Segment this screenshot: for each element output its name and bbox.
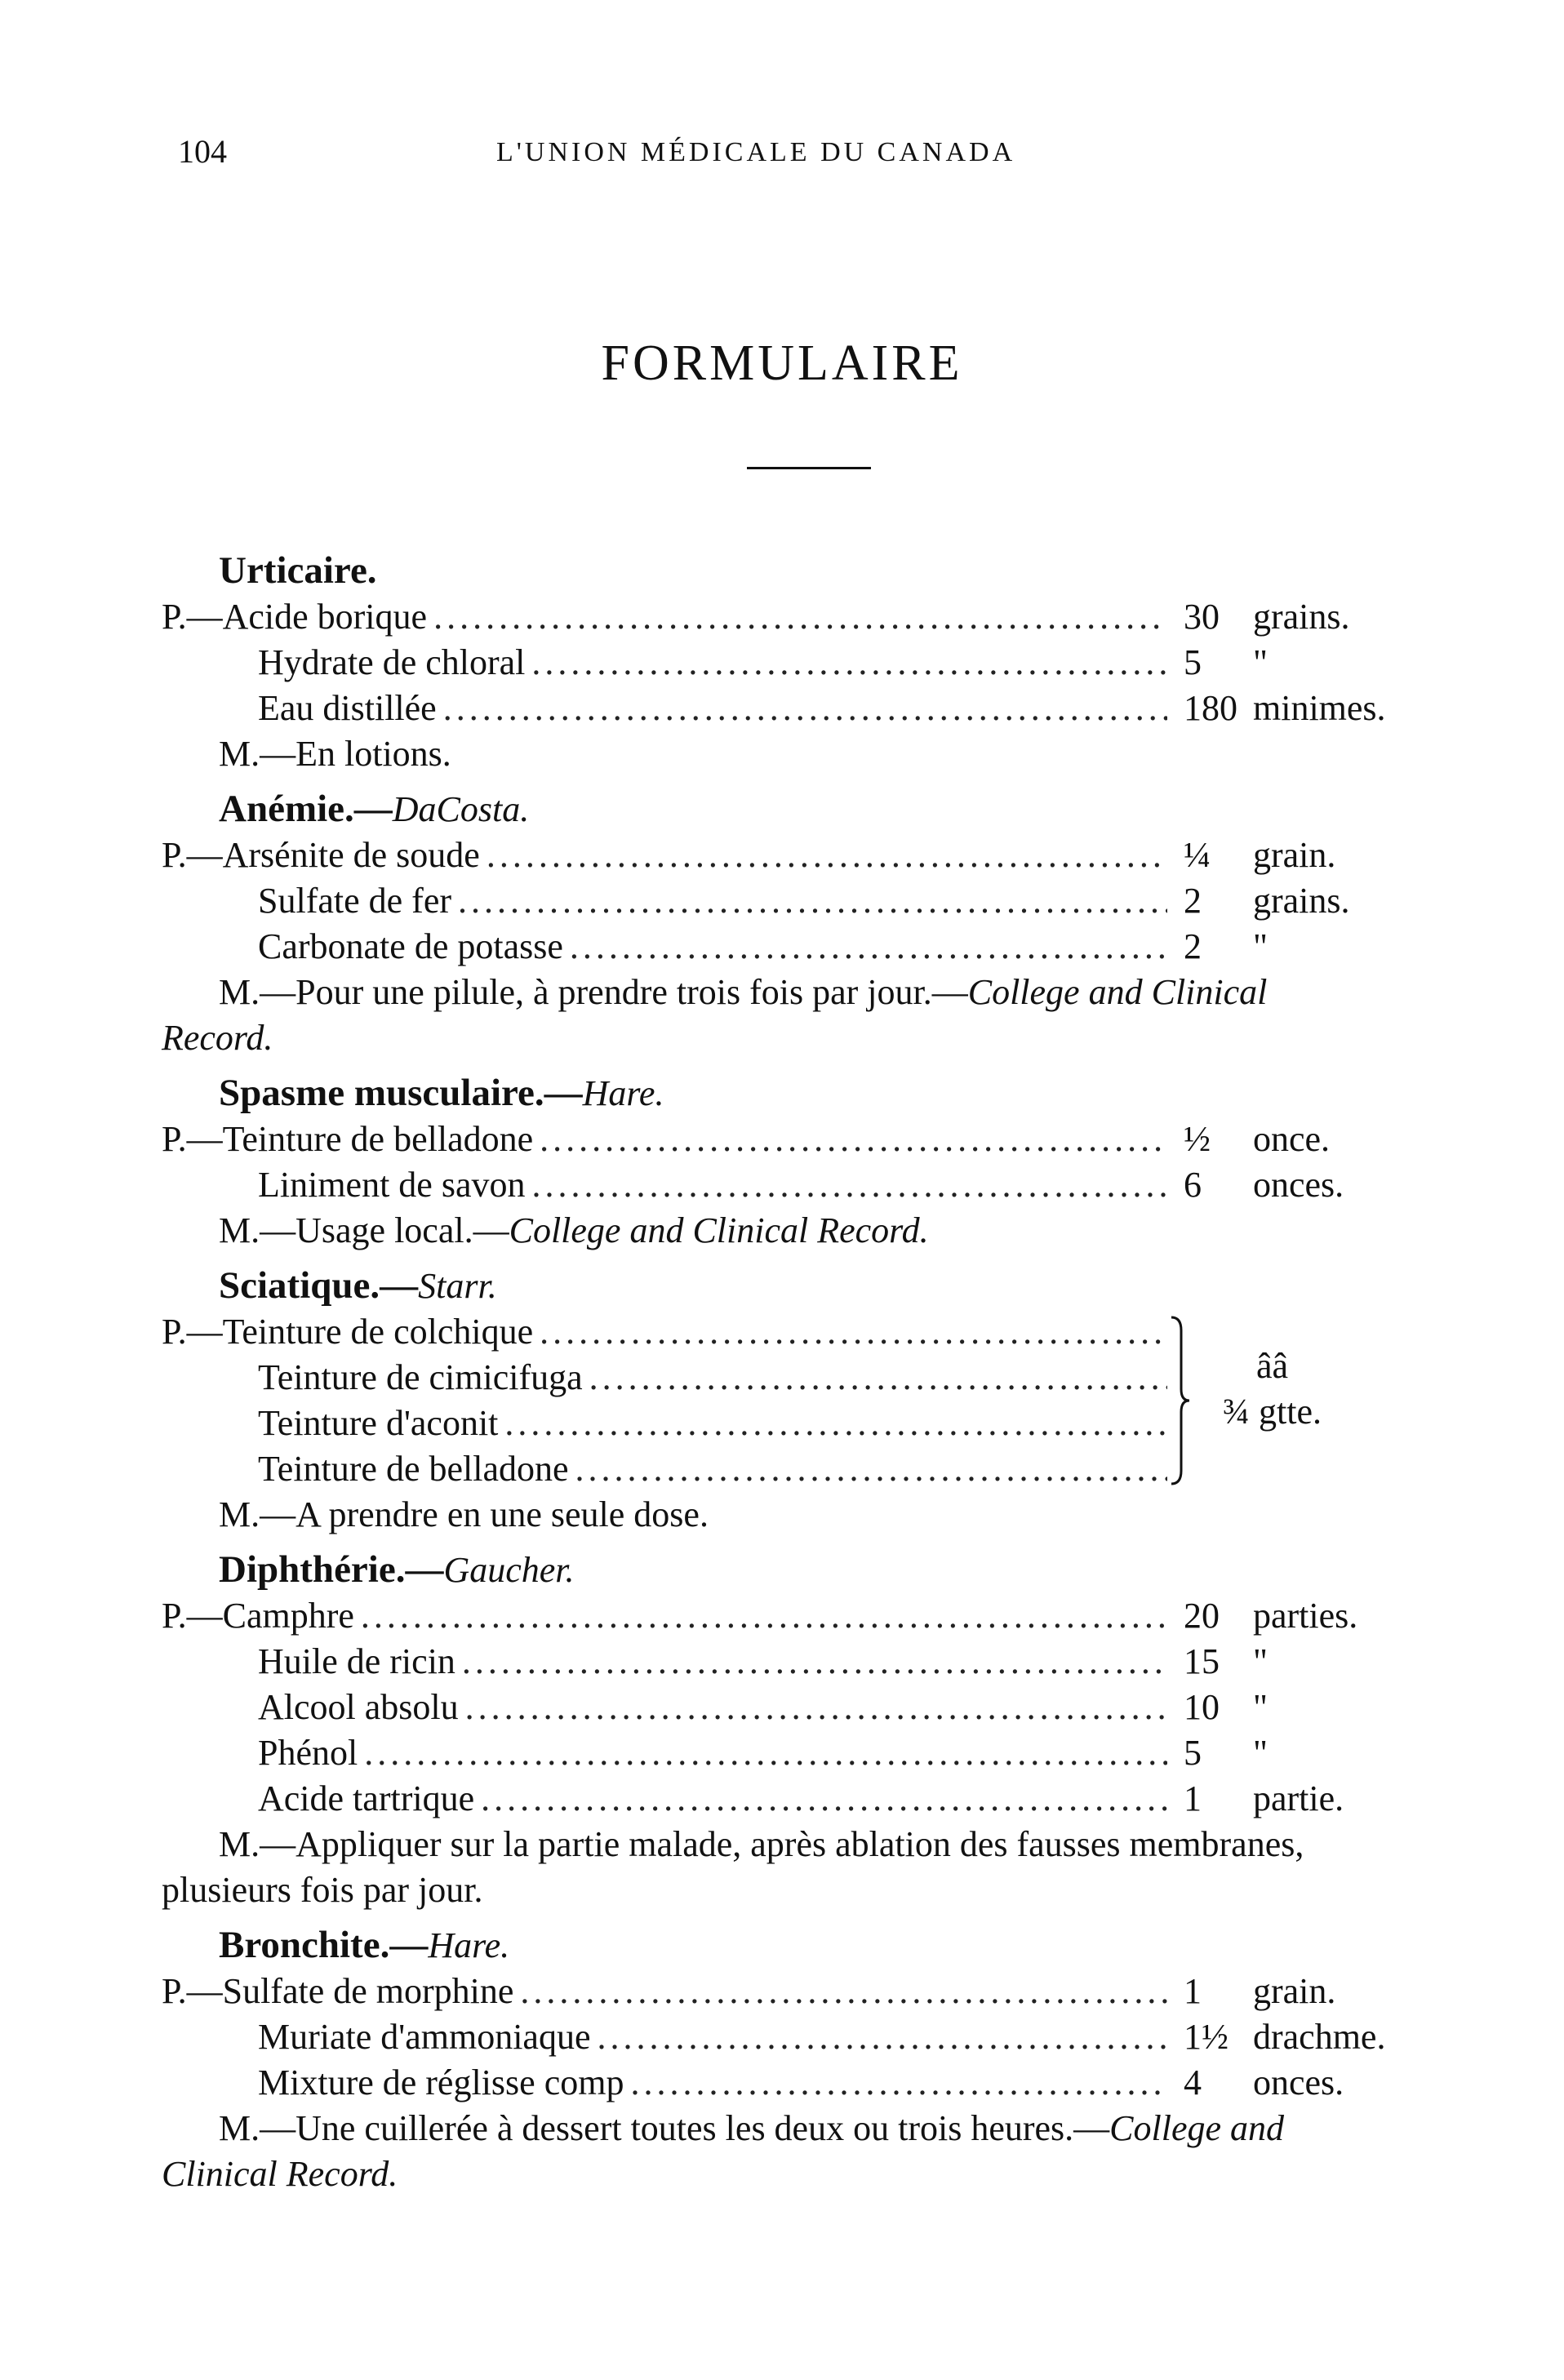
- shared-quantity-label: ââ: [1255, 1346, 1289, 1386]
- ingredient-row: [162, 594, 1386, 640]
- section-title: Sciatique.—: [219, 1264, 419, 1307]
- dot-leader: [531, 640, 1167, 686]
- page-number: 104: [178, 133, 227, 170]
- ingredient-unit: ": [1253, 1641, 1268, 1681]
- ingredient-quantity: 2: [1184, 926, 1202, 966]
- journal-title: L'UNION MÉDICALE DU CANADA: [496, 137, 1016, 167]
- ingredient-row: [162, 1685, 1386, 1730]
- dot-leader: [481, 1776, 1167, 1822]
- ingredient-quantity: 1½: [1184, 2017, 1229, 2057]
- ingredient-row: [162, 1309, 1386, 1355]
- section-heading-anemie: [219, 785, 1386, 833]
- prescription-prefix: P.—: [162, 1971, 223, 2011]
- dot-leader: [504, 1401, 1167, 1446]
- section-author: Gaucher.: [443, 1550, 575, 1590]
- brace-icon: [1170, 1314, 1191, 1487]
- ingredient-unit: grain.: [1253, 1971, 1336, 2011]
- ingredient-name: Teinture de cimicifuga: [258, 1357, 583, 1397]
- ingredient-row: [162, 640, 1386, 686]
- ingredient-quantity: 15: [1184, 1641, 1220, 1681]
- note-text: M.—Usage local.—: [219, 1210, 509, 1250]
- ingredient-unit: ": [1253, 1687, 1268, 1727]
- dot-leader: [364, 1730, 1167, 1776]
- ingredient-name: Camphre: [222, 1596, 354, 1636]
- dot-leader: [630, 2060, 1167, 2106]
- ingredient-group: [162, 1309, 1386, 1492]
- ingredient-name: Muriate d'ammoniaque: [258, 2017, 591, 2057]
- section-title: Spasme musculaire.—: [219, 1072, 583, 1114]
- ingredient-quantity: ½: [1184, 1119, 1211, 1159]
- source-citation: College and Clinical Record.: [162, 2108, 1285, 2194]
- ingredient-row: [162, 1401, 1386, 1446]
- ingredient-row: [162, 2060, 1386, 2106]
- section-title: Anémie.—: [219, 788, 393, 830]
- ingredient-name: Acide tartrique: [258, 1778, 475, 1818]
- ingredient-row: [162, 1593, 1386, 1639]
- ingredient-quantity: 5: [1184, 1733, 1202, 1773]
- formulary-content: [162, 539, 1386, 2197]
- ingredient-quantity: 10: [1184, 1687, 1220, 1727]
- dot-leader: [532, 1162, 1168, 1208]
- section-title: Diphthérie.—: [219, 1548, 444, 1591]
- dot-leader: [597, 2014, 1167, 2060]
- ingredient-row: [162, 1730, 1386, 1776]
- mixing-note: [219, 1208, 1386, 1254]
- ingredient-quantity: 30: [1184, 597, 1220, 637]
- section-heading-urticaire: [219, 547, 1386, 594]
- shared-quantity: [1223, 1343, 1322, 1435]
- ingredient-quantity: 20: [1184, 1596, 1220, 1636]
- ingredient-row: [162, 1969, 1386, 2014]
- ingredient-name: Eau distillée: [258, 688, 437, 728]
- ingredient-quantity: 5: [1184, 642, 1202, 682]
- ingredient-unit: grain.: [1253, 835, 1336, 875]
- section-author: Starr.: [418, 1266, 497, 1306]
- mixing-note: M.—En lotions.: [219, 734, 451, 774]
- ingredient-row: [162, 833, 1386, 878]
- source-citation: College and Clinical Record.: [162, 972, 1268, 1058]
- section-author: Hare.: [582, 1073, 664, 1113]
- ingredient-name: Liniment de savon: [258, 1165, 526, 1205]
- ingredient-quantity: 2: [1184, 881, 1202, 921]
- ingredient-unit: ": [1253, 926, 1268, 966]
- ingredient-row: [162, 878, 1386, 924]
- ingredient-unit: drachme.: [1253, 2017, 1386, 2057]
- ingredient-row: [162, 1355, 1386, 1401]
- dot-leader: [465, 1685, 1167, 1730]
- ingredient-unit: partie.: [1253, 1778, 1344, 1818]
- ingredient-name: Hydrate de chloral: [258, 642, 526, 682]
- section-author: Hare.: [428, 1925, 510, 1965]
- ingredient-name: Phénol: [258, 1733, 358, 1773]
- ingredient-unit: onces.: [1253, 2063, 1344, 2102]
- ingredient-row: [162, 924, 1386, 970]
- shared-quantity-unit: gtte.: [1259, 1392, 1322, 1432]
- ingredient-name: Acide borique: [222, 597, 428, 637]
- dot-leader: [458, 878, 1167, 924]
- shared-quantity-value: ¾: [1223, 1392, 1250, 1432]
- ingredient-row: [162, 1776, 1386, 1822]
- ingredient-name: Teinture d'aconit: [258, 1403, 499, 1443]
- prescription-prefix: P.—: [162, 1119, 223, 1159]
- mixing-note: M.—Appliquer sur la partie malade, après ablation des fausses membranes, plusieurs fois par jour.: [162, 1824, 1304, 1910]
- section-title: Bronchite.—: [219, 1924, 429, 1966]
- ingredient-name: Teinture de belladone: [222, 1119, 534, 1159]
- prescription-prefix: P.—: [162, 1596, 223, 1636]
- dot-leader: [487, 833, 1167, 878]
- prescription-prefix: P.—: [162, 1312, 223, 1352]
- note-text: M.—Pour une pilule, à prendre trois fois par jour.—: [219, 972, 968, 1012]
- ingredient-name: Carbonate de potasse: [258, 926, 563, 966]
- ingredient-name: Mixture de réglisse comp: [258, 2063, 624, 2102]
- ingredient-name: Teinture de belladone: [258, 1449, 569, 1489]
- prescription-prefix: P.—: [162, 835, 223, 875]
- mixing-note: M.—A prendre en une seule dose.: [219, 1494, 709, 1534]
- ingredient-quantity: 180: [1184, 688, 1237, 728]
- ingredient-quantity: 4: [1184, 2063, 1202, 2102]
- ingredient-unit: minimes.: [1253, 688, 1386, 728]
- mixing-note: [162, 970, 1386, 1061]
- ingredient-unit: once.: [1253, 1119, 1331, 1159]
- dot-leader: [570, 924, 1167, 970]
- ingredient-name: Arsénite de soude: [222, 835, 480, 875]
- ingredient-unit: ": [1253, 1733, 1268, 1773]
- section-heading-diphtherie: [219, 1546, 1386, 1593]
- section-heading-spasme: [219, 1069, 1386, 1117]
- section-author: DaCosta.: [392, 789, 530, 829]
- section-heading-bronchite: [219, 1921, 1386, 1969]
- dot-leader: [361, 1593, 1167, 1639]
- ingredient-row: [162, 1639, 1386, 1685]
- dot-leader: [589, 1355, 1167, 1401]
- ingredient-name: Sulfate de fer: [258, 881, 451, 921]
- ingredient-quantity: 1: [1184, 1778, 1202, 1818]
- ingredient-quantity: 1: [1184, 1971, 1202, 2011]
- mixing-note: [162, 2106, 1386, 2197]
- ingredient-row: [162, 1446, 1386, 1492]
- source-citation: College and Clinical Record.: [509, 1210, 929, 1250]
- ingredient-unit: parties.: [1253, 1596, 1358, 1636]
- note-text: M.—Une cuillerée à dessert toutes les deux ou trois heures.—: [219, 2108, 1110, 2148]
- ingredient-unit: grains.: [1253, 881, 1350, 921]
- ingredient-row: [162, 2014, 1386, 2060]
- ingredient-row: [162, 686, 1386, 731]
- dot-leader: [540, 1117, 1167, 1162]
- prescription-prefix: P.—: [162, 597, 223, 637]
- ingredient-quantity: ¼: [1184, 835, 1211, 875]
- ingredient-name: Teinture de colchique: [222, 1312, 534, 1352]
- ingredient-quantity: 6: [1184, 1165, 1202, 1205]
- ingredient-row: [162, 1117, 1386, 1162]
- title-rule: [747, 467, 871, 469]
- ingredient-row: [162, 1162, 1386, 1208]
- ingredient-unit: grains.: [1253, 597, 1350, 637]
- dot-leader: [433, 594, 1167, 640]
- dot-leader: [443, 686, 1167, 731]
- section-heading-sciatique: [219, 1262, 1386, 1309]
- ingredient-name: Huile de ricin: [258, 1641, 455, 1681]
- page-title: FORMULAIRE: [601, 335, 963, 391]
- ingredient-name: Alcool absolu: [258, 1687, 459, 1727]
- ingredient-name: Sulfate de morphine: [222, 1971, 514, 2011]
- running-head: [0, 132, 1564, 173]
- ingredient-unit: onces.: [1253, 1165, 1344, 1205]
- dot-leader: [520, 1969, 1167, 2014]
- dot-leader: [540, 1309, 1167, 1355]
- section-title: Urticaire.: [219, 549, 377, 592]
- ingredient-unit: ": [1253, 642, 1268, 682]
- dot-leader: [575, 1446, 1167, 1492]
- dot-leader: [462, 1639, 1167, 1685]
